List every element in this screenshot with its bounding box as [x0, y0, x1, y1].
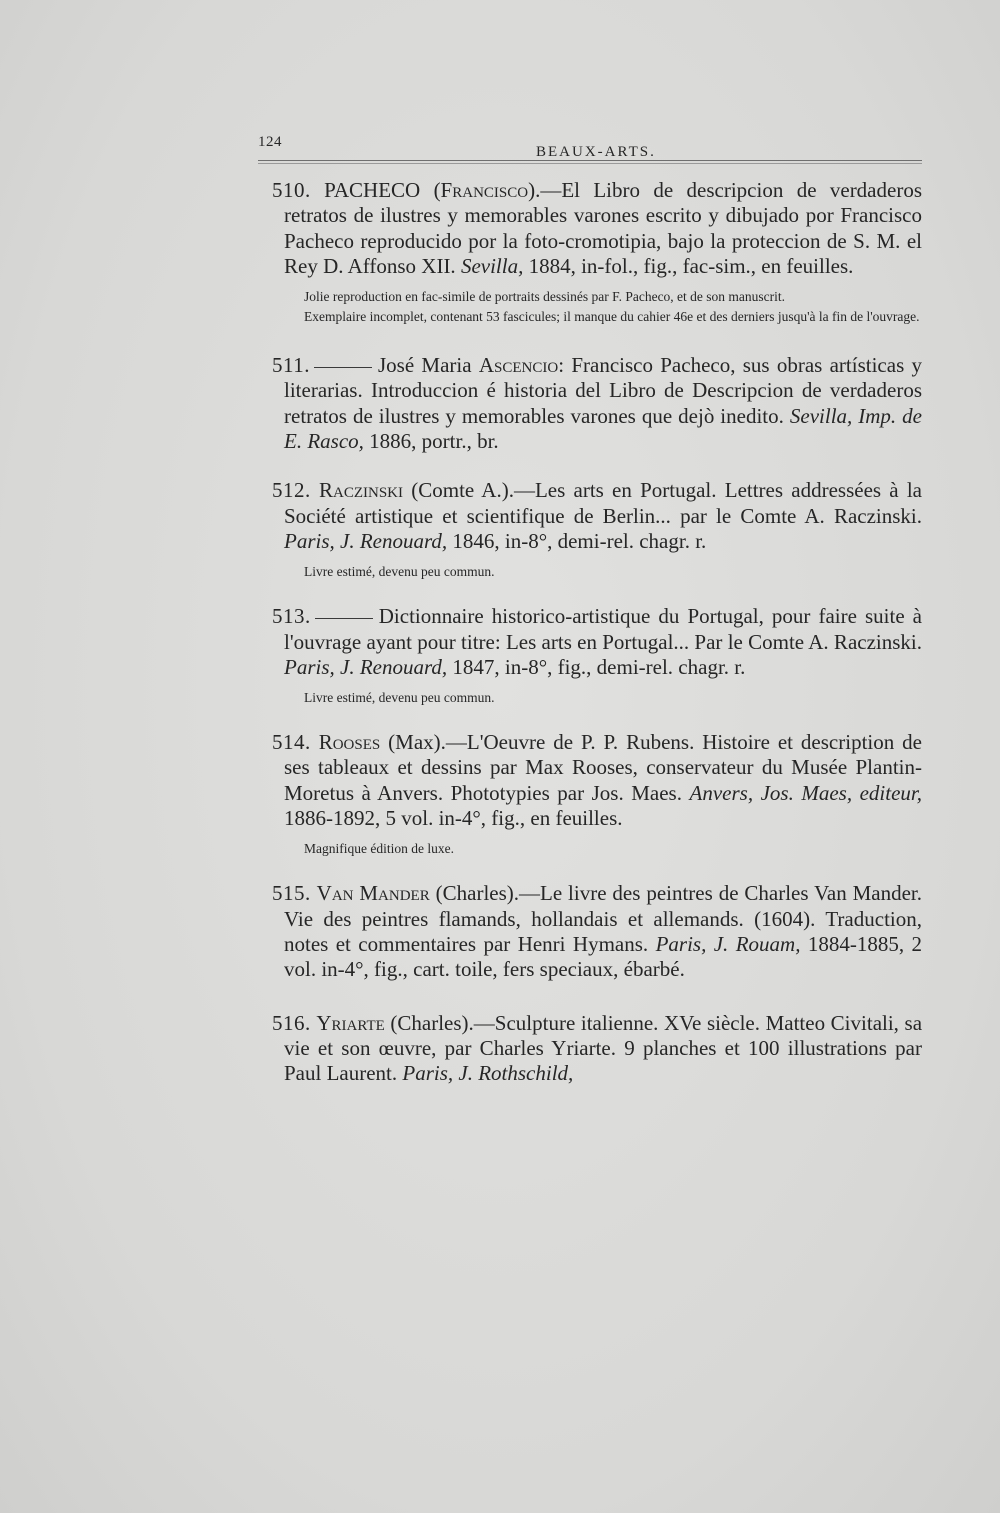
entry-number: 516. — [272, 1010, 311, 1035]
entry-text — [258, 604, 922, 680]
ditto-dash — [314, 367, 372, 368]
entry-title: —Le livre des peintres de Charles Van Mander. Vie des peintres flamands, hollandais et allemands. (1604). Traduction, notes et commentaires par Henri Hymans. — [284, 881, 923, 956]
entry-imprint-place: Sevilla, — [460, 253, 524, 278]
entry-note: Livre estimé, devenu peu commun. — [304, 690, 495, 706]
entry-note: Exemplaire incomplet, contenant 53 fascicules; il manque du cahier 46e et des derniers jusqu'à la fin de l'ouvrage. — [304, 309, 920, 325]
entry-title: —L'Oeuvre de P. P. Rubens. Histoire et description de ses tableaux et dessins par Max Rooses, conservateur du Musée Plantin-Moretus à Anvers. Phototypies par Jos. Maes. — [284, 730, 922, 805]
entry-note: Magnifique édition de luxe. — [304, 841, 454, 857]
entry-text — [258, 1011, 922, 1087]
entry-spacer — [258, 454, 922, 478]
entry-number: 514. — [272, 730, 311, 755]
entry-spacer — [258, 706, 922, 730]
entry-author: Van Mander — [316, 881, 430, 906]
entry-514 — [258, 730, 922, 857]
entry-number: 512. — [272, 478, 311, 503]
entry-author-detail: Ascencio: — [478, 353, 565, 378]
entry-513 — [258, 604, 922, 706]
entry-author-detail: (Max). — [388, 730, 446, 755]
running-head: BEAUX-ARTS. — [536, 144, 656, 160]
entry-title: —Les arts en Portugal. Lettres addressées à la Société artistique et scientifique de Berlin... par le Comte A. Raczinski. — [284, 478, 922, 528]
entry-imprint: 1846, in-8°, demi-rel. chagr. r. — [452, 528, 707, 553]
entry-spacer — [258, 325, 922, 353]
entry-text — [258, 178, 922, 279]
header-rule — [258, 160, 922, 161]
entry-516 — [258, 1011, 922, 1087]
entry-imprint-place: Paris, J. Rothschild, — [402, 1061, 574, 1086]
entry-text — [258, 478, 922, 554]
entry-author-detail: (Charles). — [435, 881, 520, 906]
entry-text — [258, 353, 922, 454]
entry-author-detail: (Comte A.). — [411, 478, 514, 503]
page-number: 124 — [258, 134, 282, 150]
entry-list — [258, 178, 922, 1086]
entry-510 — [258, 178, 922, 325]
entry-512 — [258, 478, 922, 580]
header-rule-secondary — [258, 163, 922, 164]
entry-author: Yriarte — [316, 1010, 385, 1035]
page-header — [258, 134, 922, 160]
entry-title: Dictionnaire historico-artistique du Portugal, pour faire suite à l'ouvrage ayant pour titre: Les arts en Portugal... Par le Comte A. Raczinski. — [284, 604, 922, 654]
entry-note: Livre estimé, devenu peu commun. — [304, 564, 495, 580]
entry-text — [258, 881, 922, 982]
entry-imprint: 1847, in-8°, fig., demi-rel. chagr. r. — [452, 654, 746, 679]
entry-number: 515. — [272, 881, 311, 906]
entry-author-detail: (Charles). — [390, 1010, 474, 1035]
entry-imprint-place: Anvers, Jos. Maes, editeur, — [689, 780, 922, 805]
entry-imprint-place: Paris, J. Renouard, — [284, 528, 448, 553]
entry-imprint-place: Sevilla, Imp. de E. Rasco, — [284, 403, 923, 454]
ditto-dash — [315, 618, 373, 619]
entry-spacer — [258, 857, 922, 881]
entry-imprint: 1886, portr., br. — [369, 429, 499, 454]
entry-imprint-place: Paris, J. Rouam, — [655, 931, 801, 956]
entry-title: —Sculpture italienne. XVe siècle. Matteo Civitali, sa vie et son œuvre, par Charles Yriarte. 9 planches et 100 illustrations par Paul Laurent. — [284, 1010, 923, 1086]
entry-spacer — [258, 580, 922, 604]
entry-author: PACHECO — [324, 178, 421, 202]
entry-text — [258, 730, 922, 831]
entry-number: 510. — [272, 178, 311, 202]
entry-author-detail: (Francisco). — [433, 178, 541, 202]
entry-number: 511. — [272, 353, 310, 378]
entry-515 — [258, 881, 922, 982]
entry-author: Rooses — [318, 730, 381, 755]
entry-imprint: 1884, in-fol., fig., fac-sim., en feuilles. — [528, 253, 854, 278]
entry-imprint: 1884-1885, 2 vol. in-4°, fig., cart. toile, fers speciaux, ébarbé. — [284, 931, 923, 982]
entry-author: Raczinski — [318, 478, 403, 503]
entry-title: Francisco Pacheco, sus obras artísticas y literarias. Introduccion é historia del Libro de Descripcion de verdaderos retratos de ilustres y memorables varones que dejò inedito. — [284, 353, 923, 428]
entry-author: José Maria — [377, 353, 472, 378]
entry-spacer — [258, 983, 922, 1011]
entry-511 — [258, 353, 922, 454]
entry-number: 513. — [272, 604, 311, 629]
entry-imprint-place: Paris, J. Renouard, — [284, 654, 448, 679]
entry-note: Jolie reproduction en fac-simile de portraits dessinés par F. Pacheco, et de son manuscrit. — [304, 289, 786, 305]
entry-imprint: 1886-1892, 5 vol. in-4°, fig., en feuilles. — [284, 806, 623, 831]
entry-title: —El Libro de descripcion de verdaderos retratos de ilustres y memorables varones escrito y dibujado por Francisco Pacheco reproducido por la foto-cromotipia, bajo la proteccion de S. M. el Rey D. Affonso XII. — [284, 178, 922, 278]
